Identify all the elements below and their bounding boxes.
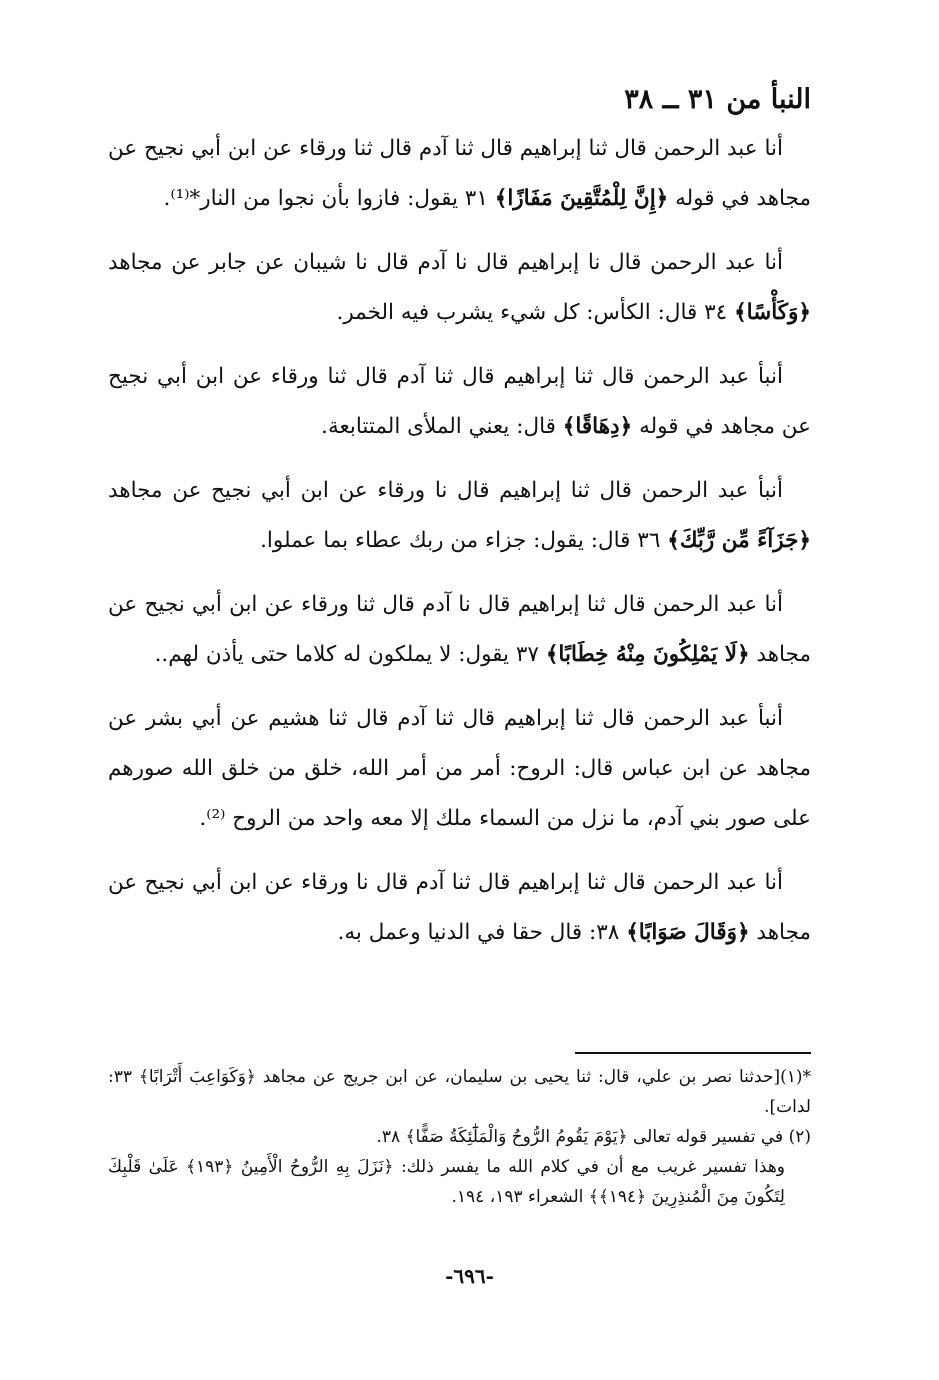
paragraph-4: [108, 466, 811, 566]
footnote-1: *(١)[حدثنا نصر بن علي، قال: ثنا يحيى بن سليمان، عن ابن جريج عن مجاهد ﴿وَكَوَاعِبَ أَتْرَابًا﴾ ٣٣: لدات].: [108, 1067, 811, 1117]
paragraph-1: [108, 124, 811, 224]
paragraph-5: [108, 580, 811, 680]
paragraph-2: [108, 238, 811, 338]
footnote-divider: [575, 1052, 811, 1054]
paragraph-text: قال: يعني الملأى المتتابعة.: [321, 414, 563, 439]
paragraph-text: أنا عبد الرحمن قال ثنا إبراهيم قال ثنا آدم قال ثنا ورقاء عن ابن أبي نجيح عن مجاهد في قوله: [108, 136, 811, 211]
paragraph-text: ٣٤ قال: الكأس: كل شيء يشرب فيه الخمر.: [336, 300, 735, 325]
quran-verse: ﴿إِنَّ لِلْمُتَّقِينَ مَفَازًا﴾: [494, 186, 669, 211]
paragraph-6: [108, 694, 811, 844]
quran-verse: ﴿وَكَأْسًا﴾: [734, 300, 811, 325]
paragraph-text: ٣٨: قال حقا في الدنيا وعمل به.: [337, 920, 627, 945]
page-number: -٦٩٦-: [445, 1264, 494, 1288]
paragraph-7: [108, 858, 811, 958]
footnote-2: (٢) في تفسير قوله تعالى ﴿يَوْمَ يَقُومُ الرُّوحُ وَالْمَلَٰٓئِكَةُ صَفًّا﴾ ٣٨.: [376, 1127, 811, 1147]
paragraph-text: أنبأ عبد الرحمن قال ثنا إبراهيم قال نا ورقاء عن ابن أبي نجيح عن مجاهد: [108, 478, 783, 503]
page-body: [108, 78, 811, 972]
quran-verse: ﴿دِهَاقًا﴾: [562, 414, 633, 439]
paragraph-text: ٣٦ قال: يقول: جزاء من ربك عطاء بما عملوا.: [260, 528, 668, 553]
paragraph-text: أنا عبد الرحمن قال نا إبراهيم قال نا آدم قال نا شيبان عن جابر عن مجاهد: [108, 250, 783, 275]
paragraph-3: [108, 352, 811, 452]
footnote-2-continuation: وهذا تفسير غريب مع أن في كلام الله ما يفسر ذلك: ﴿نَزَلَ بِهِ الرُّوحُ الْأَمِينُ ﴿١٩٣﴾ عَلَىٰ قَلْبِكَ لِتَكُونَ مِنَ الْمُنذِرِينَ ﴿١٩٤﴾﴾ الشعراء ١٩٣، ١٩٤.: [108, 1157, 785, 1207]
quran-verse: ﴿جَزَآءً مِّن رَّبِّكَ﴾: [667, 528, 811, 553]
paragraph-text: أنا عبد الرحمن قال ثنا إبراهيم قال ثنا آدم قال نا ورقاء عن ابن أبي نجيح عن مجاهد: [108, 870, 811, 945]
quran-verse: ﴿وَقَالَ صَوَابًا﴾: [626, 920, 750, 945]
footnotes: [108, 1052, 811, 1212]
paragraph-text: أنبأ عبد الرحمن قال ثنا إبراهيم قال ثنا آدم قال ثنا هشيم عن أبي بشر عن مجاهد عن ابن عباس قال: الروح: أمر من أمر الله، خلق من خلق الله صورهم على صور بني آدم، ما نزل من السماء ملك إلا معه واحد من الروح ⁽²⁾.: [108, 706, 811, 831]
paragraph-text: أنبأ عبد الرحمن قال ثنا إبراهيم قال ثنا آدم قال ثنا ورقاء عن ابن أبي نجيح عن مجاهد في قوله: [108, 364, 811, 439]
paragraph-text: ٣١ يقول: فازوا بأن نجوا من النار*⁽¹⁾.: [163, 186, 495, 211]
paragraph-text: أنا عبد الرحمن قال ثنا إبراهيم قال نا آدم قال ثنا ورقاء عن ابن أبي نجيح عن مجاهد: [108, 592, 811, 667]
page-header: النبأ من ٣١ ــ ٣٨: [624, 84, 811, 115]
paragraph-text: ٣٧ يقول: لا يملكون له كلاما حتى يأذن لهم..: [154, 642, 546, 667]
quran-verse: ﴿لَا يَمْلِكُونَ مِنْهُ خِطَابًا﴾: [545, 642, 750, 667]
